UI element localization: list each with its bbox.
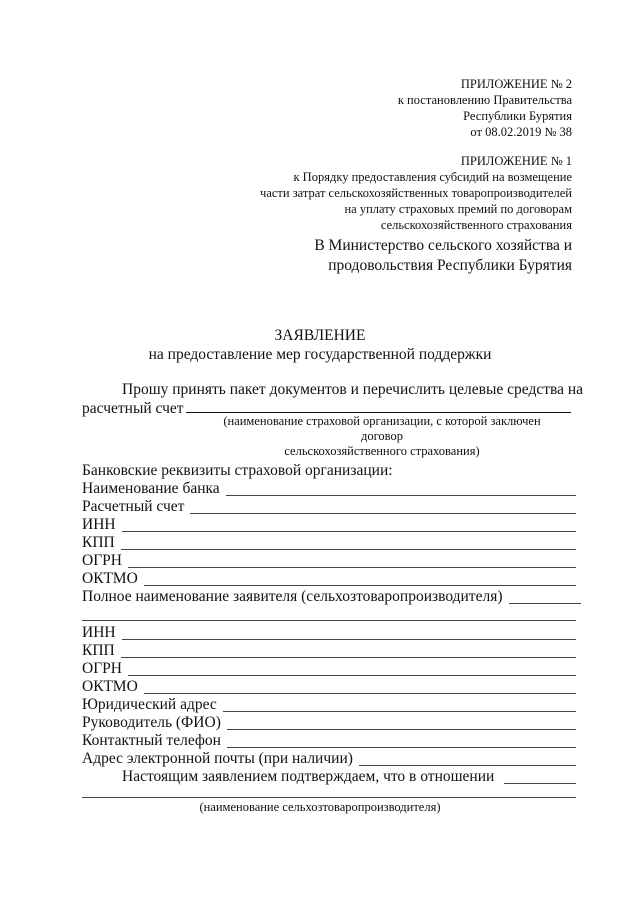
applicant-name-label: Полное наименование заявителя (сельхозтоваропроизводителя) [82, 588, 503, 605]
annex-2-title: ПРИЛОЖЕНИЕ № 2 [460, 77, 572, 91]
head-field[interactable] [227, 717, 576, 730]
annex-2-line: к постановлению Правительства [397, 93, 572, 107]
producer-name-line[interactable] [82, 797, 576, 798]
request-paragraph [82, 380, 584, 418]
confirm-row [82, 768, 576, 786]
annex-1-line: к Порядку предоставления субсидий на возмещение [293, 170, 572, 184]
bank-inn-field[interactable] [122, 519, 576, 532]
title-subheading: на предоставление мер государственной поддержки [148, 346, 492, 363]
addressee-line: В Министерство сельского хозяйства и [314, 237, 572, 254]
bank-ogrn-field[interactable] [128, 555, 576, 568]
applicant-kpp-field[interactable] [121, 645, 576, 658]
annex-1-title: ПРИЛОЖЕНИЕ № 1 [460, 154, 572, 168]
applicant-ogrn-field[interactable] [128, 663, 576, 676]
applicant-name-field[interactable] [509, 591, 581, 604]
oktmo-label: ОКТМО [82, 678, 138, 695]
account-row [82, 498, 576, 516]
bank-name-label: Наименование банка [82, 480, 220, 497]
inn-label: ИНН [82, 624, 116, 641]
addressee-block [314, 236, 572, 276]
bank-name-row [82, 480, 576, 498]
email-row [82, 750, 576, 768]
email-field[interactable] [359, 753, 576, 766]
document-title [0, 326, 640, 364]
email-label: Адрес электронной почты (при наличии) [82, 750, 353, 767]
bank-kpp-field[interactable] [121, 537, 576, 550]
request-line: Прошу принять пакет документов и перечислить целевые средства на [122, 381, 584, 398]
bank-inn-row [82, 516, 576, 534]
ogrn-label: ОГРН [82, 660, 122, 677]
bank-heading: Банковские реквизиты страховой организации: [82, 462, 393, 479]
producer-name-note: (наименование сельхозтоваропроизводителя) [199, 800, 441, 814]
note-line: (наименование страховой организации, с которой заключен договор [223, 414, 541, 443]
head-label: Руководитель (ФИО) [82, 714, 221, 731]
annex-2-block [398, 76, 572, 140]
phone-label: Контактный телефон [82, 732, 221, 749]
applicant-oktmo-row [82, 678, 576, 696]
bank-name-field[interactable] [226, 483, 576, 496]
applicant-ogrn-row [82, 660, 576, 678]
confirm-label: Настоящим заявлением подтверждаем, что в отношении [122, 768, 495, 785]
request-note [82, 414, 572, 459]
insurer-name-field[interactable] [186, 400, 571, 413]
phone-field[interactable] [227, 735, 576, 748]
applicant-name-row [82, 588, 576, 606]
ogrn-label: ОГРН [82, 552, 122, 569]
annex-1-line: на уплату страховых премий по договорам [344, 202, 572, 216]
confirm-field[interactable] [504, 771, 576, 784]
applicant-kpp-row [82, 642, 576, 660]
kpp-label: КПП [82, 642, 115, 659]
account-field[interactable] [190, 501, 576, 514]
annex-2-date: от 08.02.2019 № 38 [470, 125, 572, 139]
bank-oktmo-row [82, 570, 576, 588]
bank-oktmo-field[interactable] [144, 573, 576, 586]
account-label: расчетный счет [82, 400, 184, 417]
kpp-label: КПП [82, 534, 115, 551]
applicant-name-continuation-line[interactable] [82, 620, 576, 621]
note-line: сельскохозяйственного страхования) [284, 444, 480, 458]
account-label: Расчетный счет [82, 498, 185, 515]
addressee-line: продовольствия Республики Бурятия [328, 257, 572, 274]
applicant-oktmo-field[interactable] [144, 681, 576, 694]
annex-1-line: сельскохозяйственного страхования [380, 218, 572, 232]
annex-1-line: части затрат сельскохозяйственных товаропроизводителей [260, 186, 572, 200]
phone-row [82, 732, 576, 750]
head-row [82, 714, 576, 732]
oktmo-label: ОКТМО [82, 570, 138, 587]
bank-ogrn-row [82, 552, 576, 570]
bank-kpp-row [82, 534, 576, 552]
applicant-inn-row [82, 624, 576, 642]
annex-2-line: Республики Бурятия [463, 109, 572, 123]
inn-label: ИНН [82, 516, 116, 533]
applicant-inn-field[interactable] [122, 627, 576, 640]
annex-1-block [260, 153, 572, 233]
legal-address-label: Юридический адрес [82, 696, 217, 713]
legal-address-field[interactable] [223, 699, 576, 712]
title-heading: ЗАЯВЛЕНИЕ [274, 327, 366, 344]
legal-address-row [82, 696, 576, 714]
